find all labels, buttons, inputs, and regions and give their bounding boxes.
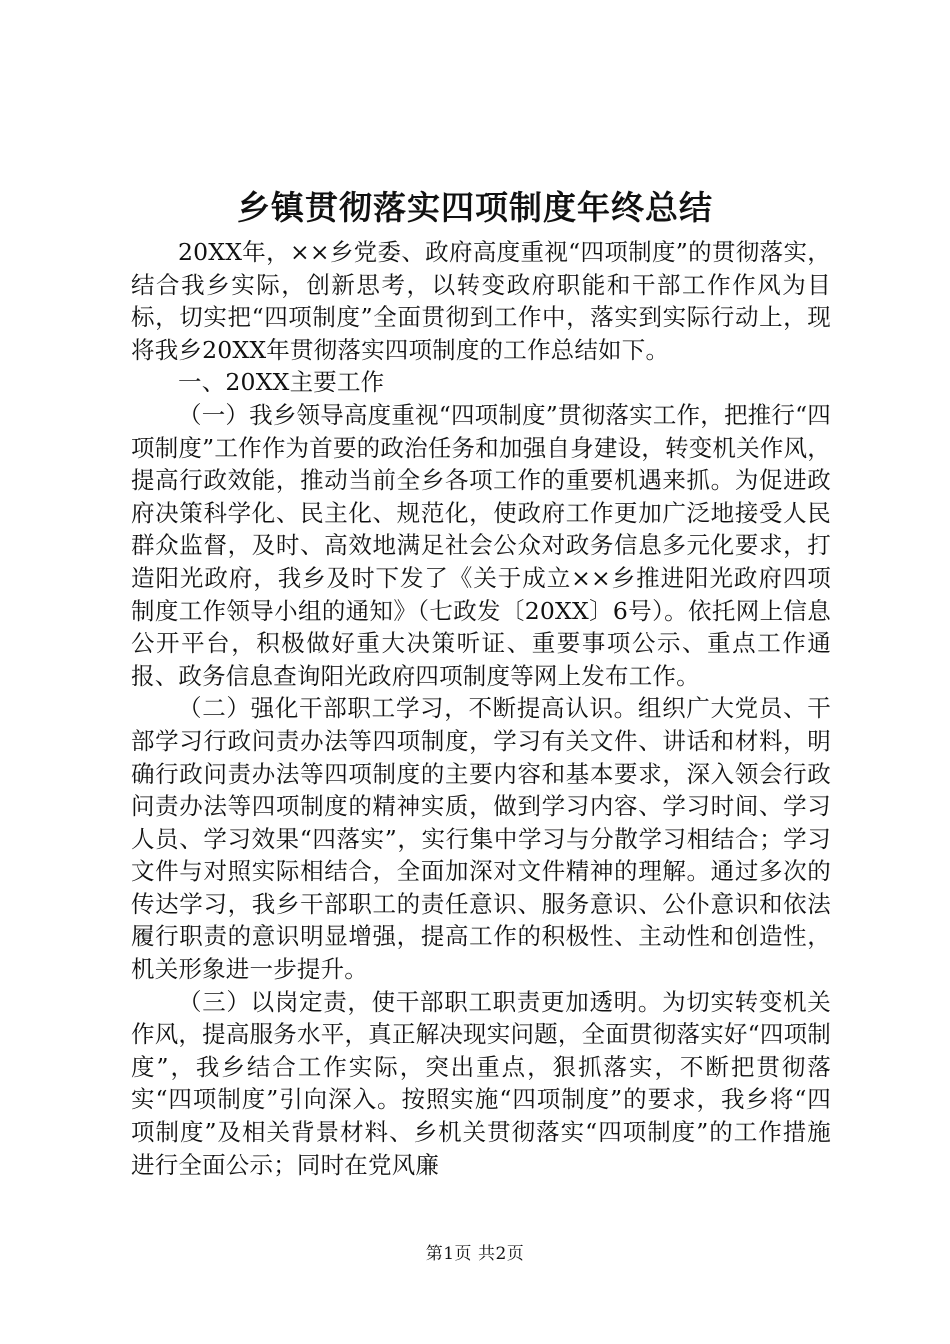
section-heading: 一、20XX主要工作 (178, 368, 385, 397)
intro-paragraph: 20XX年，××乡党委、政府高度重视“四项制度”的贯彻落实，结合我乡实际，创新思考，以转变政府职能和干部工作作风为目标，切实把“四项制度”全面贯彻到工作中，落实到实际行动上，现将我乡20XX年贯彻落实四项制度的工作总结如下。 (131, 238, 831, 364)
document-body (131, 236, 831, 1181)
body-paragraph: （三）以岗定责，使干部职工职责更加透明。为切实转变机关作风，提高服务水平，真正解决现实问题，全面贯彻落实好“四项制度”，我乡结合工作实际，突出重点，狠抓落实，不断把贯彻落实“四项制度”引向深入。按照实施“四项制度”的要求，我乡将“四项制度”及相关背景材料、乡机关贯彻落实“四项制度”的工作措施进行全面公示；同时在党风廉 (131, 987, 831, 1179)
page-number-footer: 第1页 共2页 (425, 1244, 525, 1264)
body-paragraph: （一）我乡领导高度重视“四项制度”贯彻落实工作，把推行“四项制度”工作作为首要的政治任务和加强自身建设，转变机关作风，提高行政效能，推动当前全乡各项工作的重要机遇来抓。为促进政府决策科学化、民主化、规范化，使政府工作更加广泛地接受人民群众监督，及时、高效地满足社会公众对政务信息多元化要求，打造阳光政府，我乡及时下发了《关于成立××乡推进阳光政府四项制度工作领导小组的通知》（七政发〔20XX〕6号）。依托网上信息公开平台，积极做好重大决策听证、重要事项公示、重点工作通报、政务信息查询阳光政府四项制度等网上发布工作。 (131, 400, 831, 690)
body-paragraph: （二）强化干部职工学习，不断提高认识。组织广大党员、干部学习行政问责办法等四项制度，学习有关文件、讲话和材料，明确行政问责办法等四项制度的主要内容和基本要求，深入领会行政问责办法等四项制度的精神实质，做到学习内容、学习时间、学习人员、学习效果“四落实”，实行集中学习与分散学习相结合；学习文件与对照实际相结合，全面加深对文件精神的理解。通过多次的传达学习，我乡干部职工的责任意识、服务意识、公仆意识和依法履行职责的意识明显增强，提高工作的积极性、主动性和创造性，机关形象进一步提升。 (131, 694, 831, 984)
page-title: 乡镇贯彻落实四项制度年终总结 (237, 188, 713, 227)
